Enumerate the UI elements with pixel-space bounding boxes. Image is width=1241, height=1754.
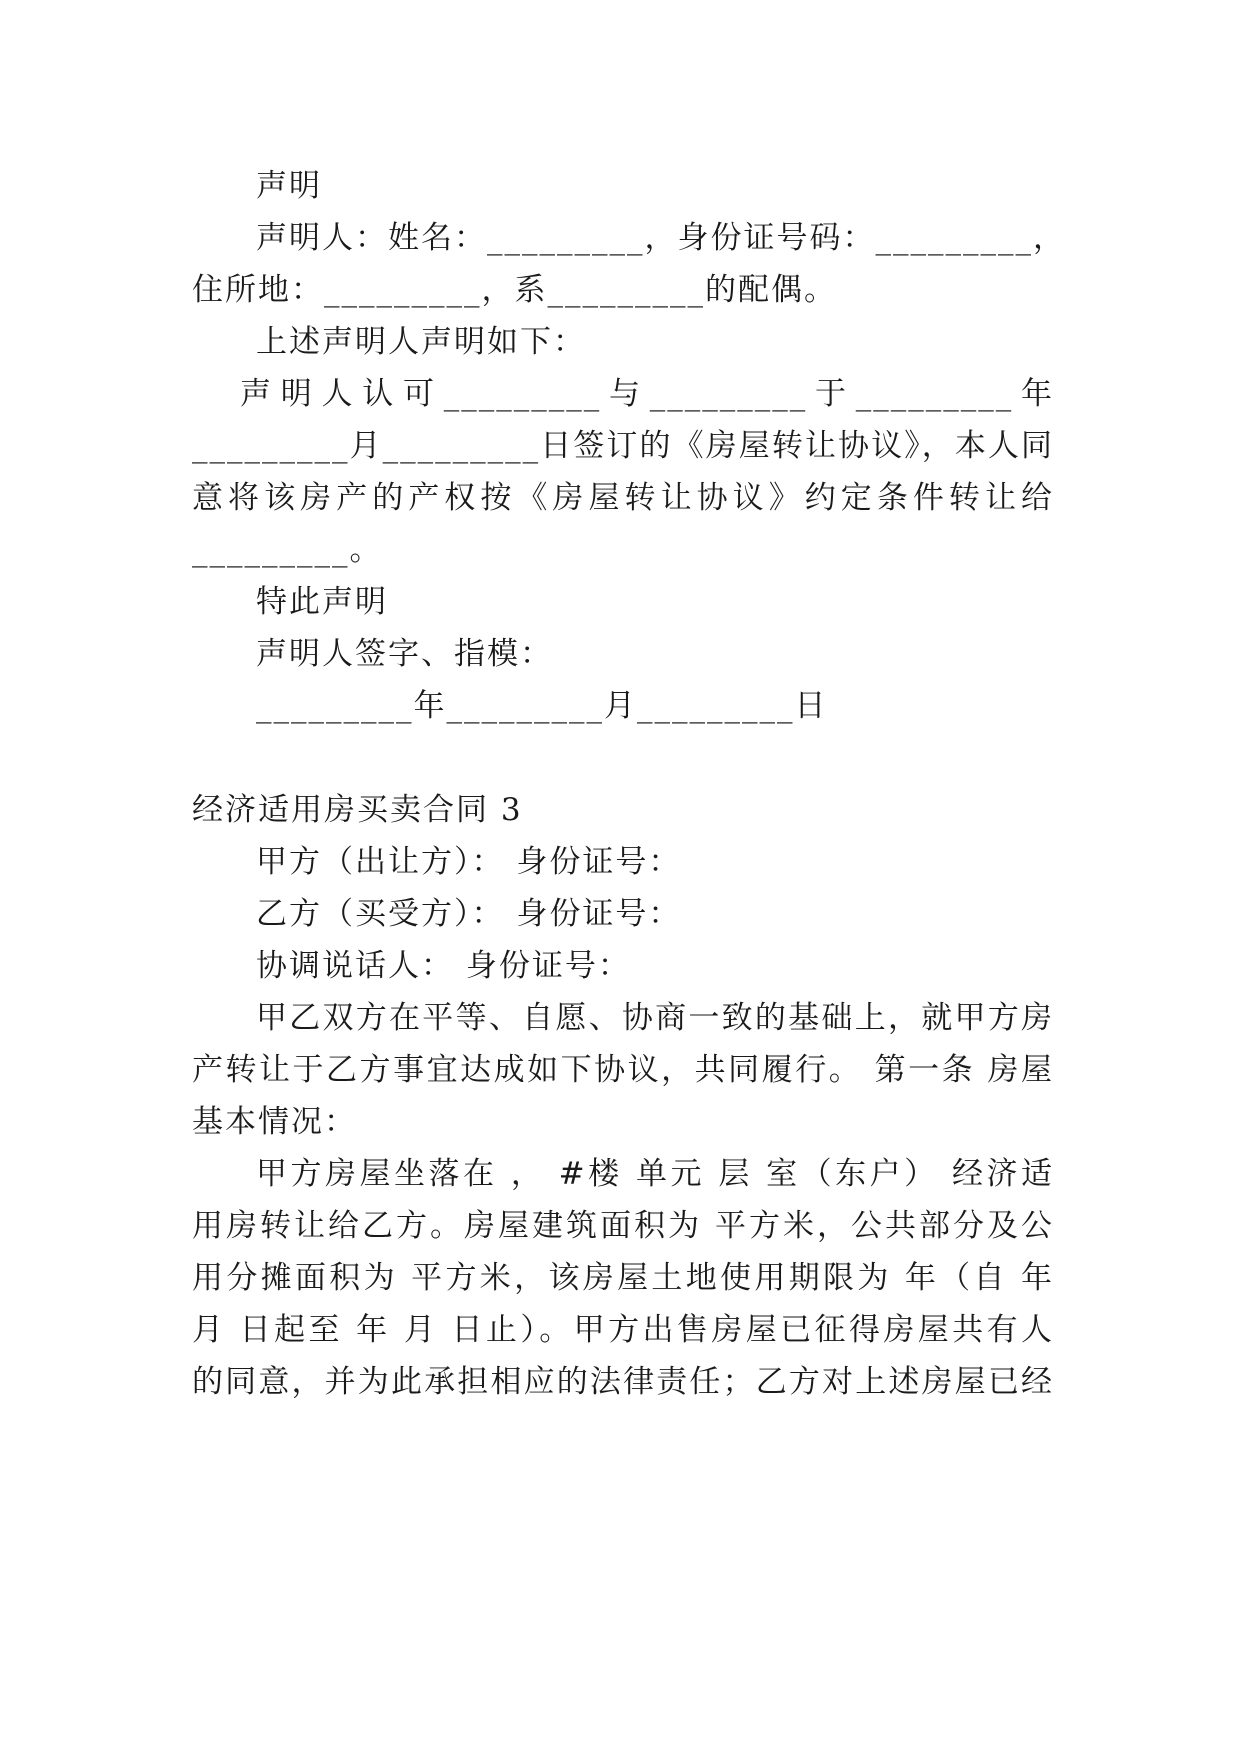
- para2-line-3: 用分摊面积为 平方米，该房屋土地使用期限为 年（自 年: [192, 1260, 1054, 1296]
- declaration-title: 声明: [256, 168, 322, 204]
- declarant-line-2: 住所地：_________，系_________的配偶。: [192, 272, 837, 308]
- party-a-line: 甲方（出让方）： 身份证号：: [256, 844, 682, 880]
- party-b-line: 乙方（买受方）： 身份证号：: [256, 896, 682, 932]
- declaration-intro: 上述声明人声明如下：: [256, 324, 586, 360]
- declaration-body-line-1: 声明人认可_________与_________于_________年: [240, 376, 1054, 412]
- declaration-closing: 特此声明: [256, 584, 388, 620]
- para1-line-3: 基本情况：: [192, 1104, 357, 1140]
- declaration-body-line-4: _________。: [192, 532, 383, 568]
- contract-title: 经济适用房买卖合同 3: [192, 792, 523, 828]
- para2-line-5: 的同意，并为此承担相应的法律责任；乙方对上述房屋已经: [192, 1364, 1054, 1400]
- para1-line-1: 甲乙双方在平等、自愿、协商一致的基础上，就甲方房: [256, 1000, 1054, 1036]
- declarant-line-1: 声明人：姓名：_________，身份证号码：_________，: [256, 220, 1066, 256]
- date-line: _________年_________月_________日: [256, 688, 828, 724]
- declaration-body-line-2: _________月_________日签订的《房屋转让协议》，本人同: [192, 428, 1054, 464]
- declaration-body-line-3: 意将该房产的产权按《房屋转让协议》约定条件转让给: [192, 480, 1054, 516]
- signature-label: 声明人签字、指模：: [256, 636, 553, 672]
- para2-line-2: 用房转让给乙方。房屋建筑面积为 平方米，公共部分及公: [192, 1208, 1054, 1244]
- para2-line-1: 甲方房屋坐落在 ， #楼 单元 层 室（东户） 经济适: [256, 1156, 1054, 1192]
- para2-line-4: 月 日起至 年 月 日止）。甲方出售房屋已征得房屋共有人: [192, 1312, 1054, 1348]
- mediator-line: 协调说话人： 身份证号：: [256, 948, 631, 984]
- para1-line-2: 产转让于乙方事宜达成如下协议，共同履行。 第一条 房屋: [192, 1052, 1054, 1088]
